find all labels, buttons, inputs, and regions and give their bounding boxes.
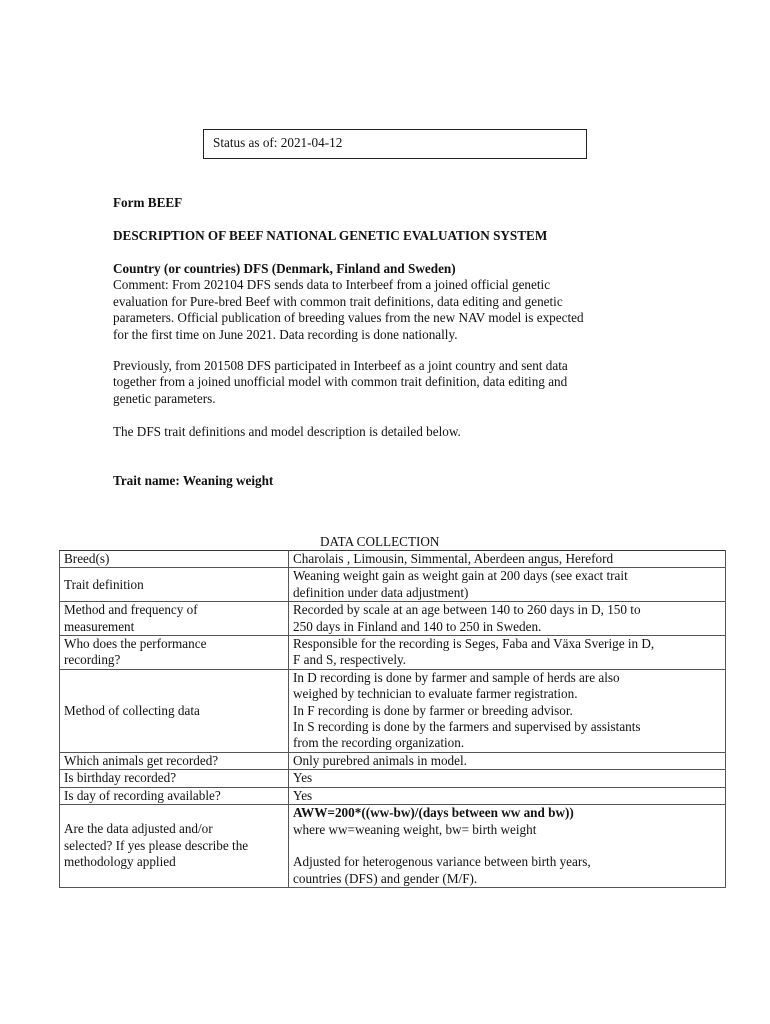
row-value-line: countries (DFS) and gender (M/F). xyxy=(293,870,478,886)
row-label-line: Method and frequency of xyxy=(64,602,198,618)
country-section xyxy=(113,261,713,343)
row-value-line xyxy=(293,838,721,854)
table-row xyxy=(60,551,726,568)
row-value-line: weighed by technician to evaluate farmer registration. xyxy=(293,686,578,702)
row-label-line: selected? If yes please describe the xyxy=(64,837,249,853)
row-value-line: Charolais , Limousin, Simmental, Aberdeen angus, Hereford xyxy=(293,551,614,566)
detail-line: The DFS trait definitions and model description is detailed below. xyxy=(113,424,461,439)
row-label xyxy=(60,752,289,769)
row-label xyxy=(60,669,289,752)
table-row xyxy=(60,669,726,752)
row-label-line: Is birthday recorded? xyxy=(64,770,177,786)
row-label xyxy=(60,787,289,804)
row-label xyxy=(60,770,289,787)
row-label xyxy=(60,551,289,568)
previously-line: together from a joined unofficial model with common trait definition, data editing and xyxy=(113,374,568,390)
row-label xyxy=(60,602,289,636)
row-value-line: In F recording is done by farmer or breeding advisor. xyxy=(293,702,573,718)
row-value-line: AWW=200*((ww-bw)/(days between ww and bw)) xyxy=(293,805,574,821)
row-value xyxy=(289,805,726,888)
table-row xyxy=(60,752,726,769)
row-value-line: from the recording organization. xyxy=(293,735,465,751)
row-value-line: Yes xyxy=(293,787,313,803)
row-value-line: In S recording is done by the farmers and supervised by assistants xyxy=(293,719,641,735)
row-label-line: methodology applied xyxy=(64,854,176,870)
row-value-line: Yes xyxy=(293,770,313,786)
row-label-line: Is day of recording available? xyxy=(64,787,221,803)
document-title: DESCRIPTION OF BEEF NATIONAL GENETIC EVALUATION SYSTEM xyxy=(113,228,548,243)
row-value xyxy=(289,770,726,787)
row-label-line: Breed(s) xyxy=(64,551,110,566)
comment-line: parameters. Official publication of breeding values from the new NAV model is expected xyxy=(113,310,584,326)
row-label xyxy=(60,636,289,670)
row-value xyxy=(289,551,726,568)
previously-line: genetic parameters. xyxy=(113,390,216,406)
row-label-line: Which animals get recorded? xyxy=(64,752,219,768)
row-value-line: 250 days in Finland and 140 to 250 in Sweden. xyxy=(293,618,542,634)
table-row xyxy=(60,602,726,636)
row-value xyxy=(289,752,726,769)
comment-line: Comment: From 202104 DFS sends data to Interbeef from a joined official genetic xyxy=(113,277,551,293)
table-row xyxy=(60,636,726,670)
data-collection-table xyxy=(59,550,726,888)
row-value-line: F and S, respectively. xyxy=(293,652,407,668)
row-value-line: Recorded by scale at an age between 140 to 260 days in D, 150 to xyxy=(293,602,641,618)
row-label-line: Who does the performance xyxy=(64,636,207,652)
table-row xyxy=(60,568,726,602)
row-value xyxy=(289,787,726,804)
row-label xyxy=(60,568,289,602)
country-heading: Country (or countries) DFS (Denmark, Finland and Sweden) xyxy=(113,261,456,276)
table-row xyxy=(60,787,726,804)
comment-line: for the first time on June 2021. Data recording is done nationally. xyxy=(113,326,458,342)
trait-name: Trait name: Weaning weight xyxy=(113,473,274,488)
row-value-line: Weaning weight gain as weight gain at 200 days (see exact trait xyxy=(293,568,628,584)
previously-line: Previously, from 201508 DFS participated in Interbeef as a joint country and sent data xyxy=(113,358,568,373)
row-value-line: definition under data adjustment) xyxy=(293,584,469,600)
row-value-line: Adjusted for heterogenous variance between birth years, xyxy=(293,854,591,870)
row-label-line: Method of collecting data xyxy=(64,702,200,718)
row-label-line: measurement xyxy=(64,618,135,634)
row-value-line: where ww=weaning weight, bw= birth weight xyxy=(293,821,537,837)
row-value xyxy=(289,636,726,670)
row-label-line: Are the data adjusted and/or xyxy=(64,821,213,837)
row-value-line: Responsible for the recording is Seges, Faba and Växa Sverige in D, xyxy=(293,636,655,652)
row-label-line: Trait definition xyxy=(64,576,144,592)
comment-line: evaluation for Pure-bred Beef with common trait definitions, data editing and genetic xyxy=(113,293,563,309)
form-title: Form BEEF xyxy=(113,195,183,210)
status-box xyxy=(203,129,587,159)
row-value xyxy=(289,602,726,636)
status-text: Status as of: 2021-04-12 xyxy=(213,135,343,150)
row-value xyxy=(289,669,726,752)
row-value-line: Only purebred animals in model. xyxy=(293,752,467,768)
previously-paragraph xyxy=(113,358,713,407)
row-label xyxy=(60,805,289,888)
row-value-line: In D recording is done by farmer and sample of herds are also xyxy=(293,669,620,685)
row-label-line: recording? xyxy=(64,652,121,668)
row-value xyxy=(289,568,726,602)
table-row xyxy=(60,805,726,888)
table-row xyxy=(60,770,726,787)
